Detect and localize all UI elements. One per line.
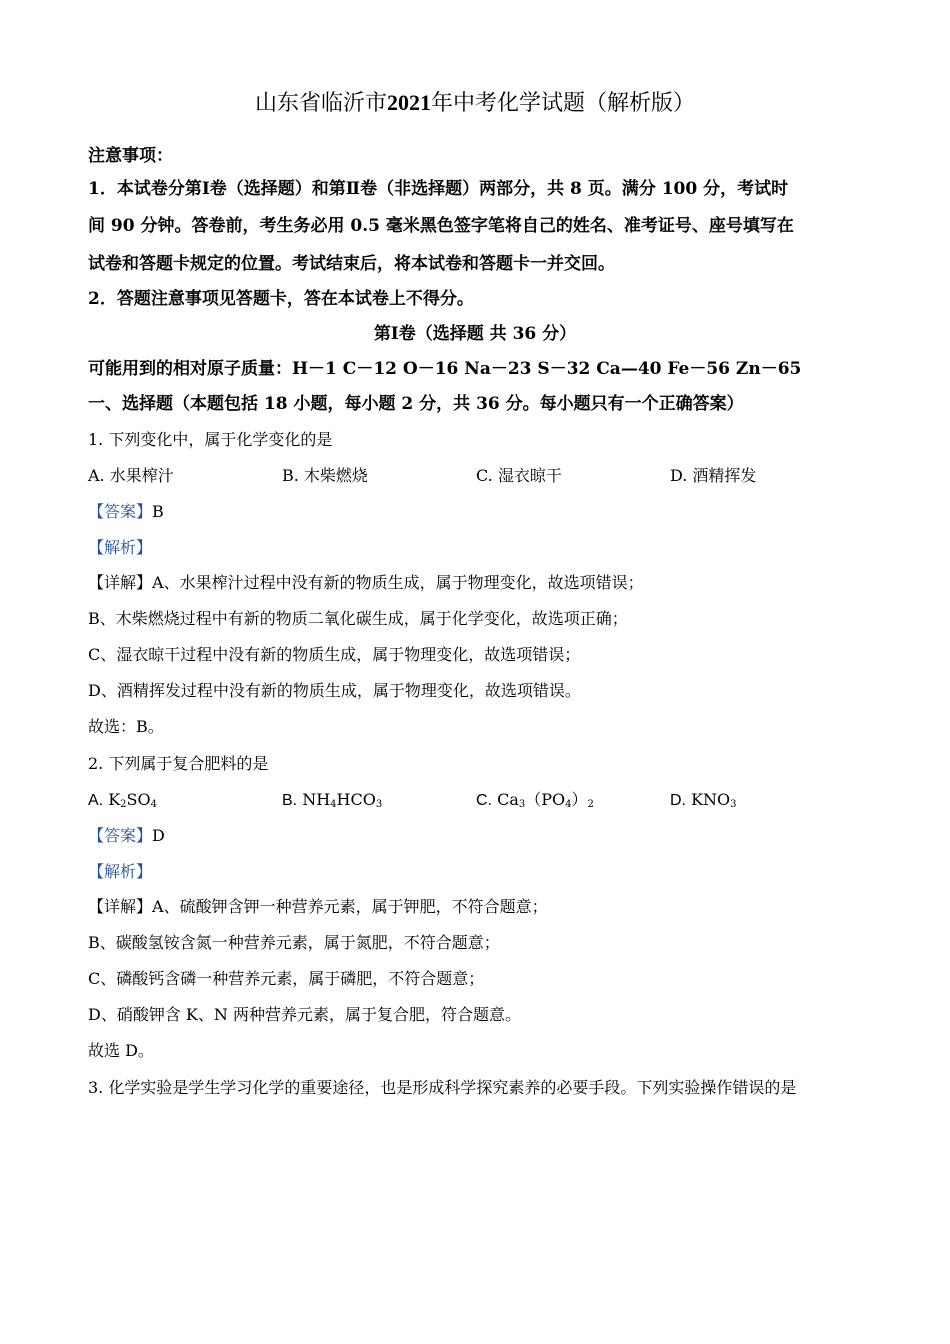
q1-option-c: C. 湿衣晾干 xyxy=(476,466,562,485)
q3-stem: 3. 化学实验是学生学习化学的重要途径，也是形成科学探究素养的必要手段。下列实验操作错误的是 xyxy=(88,1078,797,1097)
formula-part: Ca xyxy=(497,790,519,809)
formula-sub: 4 xyxy=(150,799,157,810)
notice-line-1: 1．本试卷分第Ⅰ卷（选择题）和第Ⅱ卷（非选择题）两部分，共 8 页。满分 100 分，考试时 xyxy=(88,179,789,199)
option-label: C. xyxy=(476,792,492,809)
q2-option-b xyxy=(282,789,382,812)
detail-tag: 【详解】 xyxy=(88,897,153,916)
q2-detail-2: B、碳酸氢铵含氮一种营养元素，属于氮肥，不符合题意； xyxy=(88,933,500,952)
atomic-mass-line: 可能用到的相对原子质量：H－1 C－12 O－16 Na－23 S－32 Ca—40 Fe－56 Zn－65 xyxy=(88,359,802,379)
option-label: B. xyxy=(282,792,298,809)
detail-text: A、水果榨汁过程中没有新的物质生成，属于物理变化，故选项错误； xyxy=(152,573,644,592)
q2-answer xyxy=(88,825,165,847)
q1-option-a: A. 水果榨汁 xyxy=(88,466,174,485)
q2-detail-3: C、磷酸钙含磷一种营养元素，属于磷肥，不符合题意； xyxy=(88,969,485,988)
formula-sub: 4 xyxy=(330,799,337,810)
q2-analysis-tag xyxy=(88,861,152,883)
q1-detail-4: D、酒精挥发过程中没有新的物质生成，属于物理变化，故选项错误。 xyxy=(88,681,581,700)
q1-detail-3: C、湿衣晾干过程中没有新的物质生成，属于物理变化，故选项错误； xyxy=(88,645,581,664)
answer-tag: 【答案】 xyxy=(88,826,153,845)
formula-sub: 4 xyxy=(565,799,572,810)
q2-option-c xyxy=(476,789,594,812)
q2-stem: 2. 下列属于复合肥料的是 xyxy=(88,754,269,773)
page-title xyxy=(0,88,950,119)
answer-value: B xyxy=(152,502,164,521)
detail-text: A、硫酸钾含钾一种营养元素，属于钾肥，不符合题意； xyxy=(152,897,548,916)
q1-detail-2: B、木柴燃烧过程中有新的物质二氧化碳生成，属于化学变化，故选项正确； xyxy=(88,609,628,628)
formula-part: HCO xyxy=(336,790,376,809)
formula-sub: 3 xyxy=(375,799,383,810)
part-one-heading: 一、选择题（本题包括 18 小题，每小题 2 分，共 36 分。每小题只有一个正确答案） xyxy=(88,394,744,414)
formula-part: ） xyxy=(571,790,588,809)
q2-detail-1 xyxy=(88,896,548,918)
analysis-tag: 【解析】 xyxy=(88,538,153,557)
answer-tag: 【答案】 xyxy=(88,502,153,521)
notice-line-4: 2．答题注意事项见答题卡，答在本试卷上不得分。 xyxy=(88,289,474,309)
formula-part: K xyxy=(108,790,121,809)
formula-part: NH xyxy=(302,790,331,809)
notice-heading: 注意事项： xyxy=(88,146,173,166)
answer-value: D xyxy=(152,826,165,845)
notice-line-3: 试卷和答题卡规定的位置。考试结束后，将本试卷和答题卡一并交回。 xyxy=(88,254,615,274)
formula-sub: 2 xyxy=(587,799,594,810)
analysis-tag: 【解析】 xyxy=(88,862,153,881)
formula-part: （PO xyxy=(525,790,566,809)
title-suffix: 年中考化学试题（解析版） xyxy=(431,91,696,116)
detail-tag: 【详解】 xyxy=(88,573,153,592)
notice-line-2: 间 90 分钟。答卷前，考生务必用 0.5 毫米黑色签字笔将自己的姓名、准考证号、座号填写在 xyxy=(88,216,794,236)
formula-sub: 3 xyxy=(730,799,737,810)
q2-option-a xyxy=(88,789,157,812)
option-label: A. xyxy=(88,792,104,809)
q1-conclusion: 故选：B。 xyxy=(88,717,164,736)
q1-option-b: B. 木柴燃烧 xyxy=(282,466,368,485)
q2-conclusion: 故选 D。 xyxy=(88,1041,154,1060)
formula-part: SO xyxy=(126,790,151,809)
q1-stem: 1. 下列变化中，属于化学变化的是 xyxy=(88,430,333,449)
option-label: D. xyxy=(670,792,686,809)
title-prefix: 山东省临沂市 xyxy=(254,91,387,116)
q1-answer xyxy=(88,501,164,523)
formula-part: KNO xyxy=(691,790,731,809)
q1-option-d: D. 酒精挥发 xyxy=(670,466,757,485)
formula-sub: 3 xyxy=(518,799,526,810)
section-title: 第Ⅰ卷（选择题 共 36 分） xyxy=(373,324,577,344)
q1-analysis-tag xyxy=(88,537,152,559)
formula-sub: 2 xyxy=(120,799,127,810)
q1-detail-1 xyxy=(88,572,644,594)
q2-option-d xyxy=(670,789,737,812)
title-year: 2021 xyxy=(387,90,431,115)
q2-detail-4: D、硝酸钾含 K、N 两种营养元素，属于复合肥，符合题意。 xyxy=(88,1005,521,1024)
